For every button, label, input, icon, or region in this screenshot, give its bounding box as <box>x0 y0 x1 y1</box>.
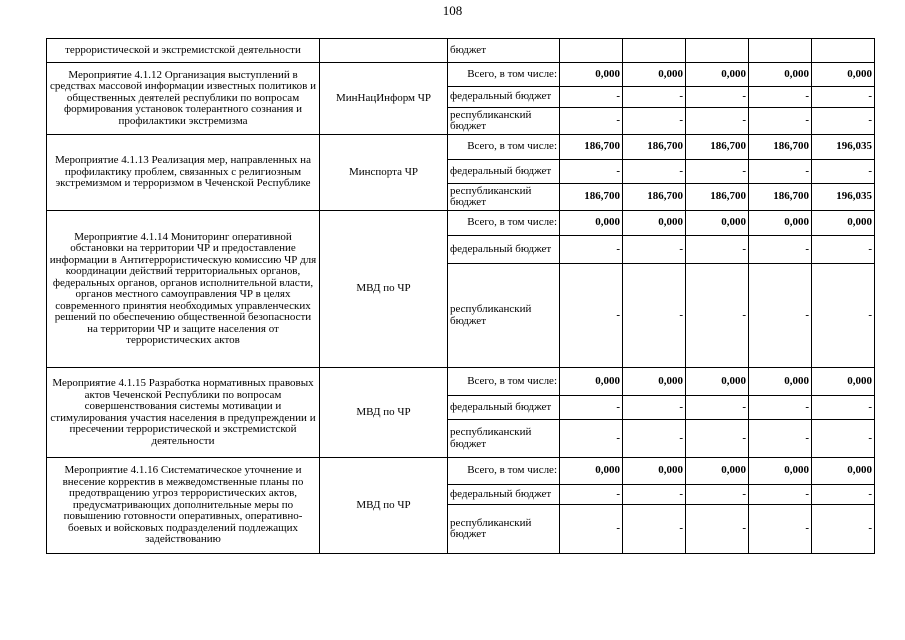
amount-cell: 186,700 <box>749 184 812 211</box>
amount-cell: - <box>749 108 812 135</box>
amount-cell: 0,000 <box>560 458 623 485</box>
funding-source-cell: республиканский бюджет <box>448 505 560 554</box>
executor-cell: МВД по ЧР <box>320 211 448 368</box>
amount-cell: 196,035 <box>812 184 875 211</box>
amount-cell: - <box>749 236 812 264</box>
amount-cell: 0,000 <box>749 368 812 396</box>
amount-cell: - <box>560 160 623 184</box>
amount-cell: 186,700 <box>623 184 686 211</box>
amount-cell <box>686 39 749 63</box>
table-row <box>47 368 875 396</box>
amount-cell: - <box>812 160 875 184</box>
amount-cell: - <box>623 87 686 108</box>
funding-source-cell: федеральный бюджет <box>448 87 560 108</box>
measure-cell: Мероприятие 4.1.13 Реализация мер, направленных на профилактику проблем, связанных с религиозным экстремизмом и терроризмом в Чеченской Республике <box>47 135 320 211</box>
amount-cell: - <box>686 236 749 264</box>
amount-cell: - <box>749 505 812 554</box>
amount-cell: 196,035 <box>812 135 875 160</box>
amount-cell: 0,000 <box>623 211 686 236</box>
amount-cell: - <box>560 87 623 108</box>
amount-cell: - <box>560 505 623 554</box>
amount-cell: - <box>749 396 812 420</box>
amount-cell: - <box>560 420 623 458</box>
amount-cell: - <box>812 108 875 135</box>
executor-cell: МВД по ЧР <box>320 368 448 458</box>
executor-cell <box>320 39 448 63</box>
amount-cell <box>749 39 812 63</box>
program-table <box>46 38 875 554</box>
amount-cell: 0,000 <box>686 458 749 485</box>
funding-source-cell: федеральный бюджет <box>448 236 560 264</box>
measure-cell: Мероприятие 4.1.16 Систематическое уточнение и внесение корректив в межведомственные планы по предотвращению угроз террористических актов, предусматривающих дополнительные меры по повышению готовности оперативных, оперативно-боевых и войсковых подразделений подлежащих задействованию <box>47 458 320 554</box>
funding-source-cell: Всего, в том числе: <box>448 368 560 396</box>
amount-cell <box>623 39 686 63</box>
amount-cell: 186,700 <box>749 135 812 160</box>
page-number: 108 <box>442 3 463 18</box>
funding-source-cell: республиканский бюджет <box>448 420 560 458</box>
amount-cell: - <box>749 87 812 108</box>
program-table-body <box>47 39 875 554</box>
amount-cell: - <box>812 505 875 554</box>
funding-source-cell: Всего, в том числе: <box>448 458 560 485</box>
table-row <box>47 458 875 485</box>
table-row <box>47 63 875 87</box>
funding-source-cell: республиканский бюджет <box>448 108 560 135</box>
amount-cell: - <box>623 160 686 184</box>
amount-cell: - <box>560 396 623 420</box>
executor-cell: Минспорта ЧР <box>320 135 448 211</box>
amount-cell: 0,000 <box>560 63 623 87</box>
funding-source-cell: Всего, в том числе: <box>448 211 560 236</box>
amount-cell: - <box>686 420 749 458</box>
funding-source-cell: федеральный бюджет <box>448 396 560 420</box>
amount-cell: - <box>623 485 686 505</box>
amount-cell: 186,700 <box>560 135 623 160</box>
amount-cell: 0,000 <box>623 368 686 396</box>
amount-cell: - <box>686 485 749 505</box>
amount-cell: - <box>686 264 749 368</box>
funding-source-cell: бюджет <box>448 39 560 63</box>
amount-cell: 0,000 <box>623 63 686 87</box>
amount-cell: - <box>812 236 875 264</box>
amount-cell: - <box>686 160 749 184</box>
amount-cell: 186,700 <box>686 184 749 211</box>
executor-cell: МинНацИнформ ЧР <box>320 63 448 135</box>
amount-cell: - <box>686 108 749 135</box>
amount-cell: - <box>812 87 875 108</box>
measure-cell: террористической и экстремистской деятельности <box>47 39 320 63</box>
amount-cell: - <box>623 396 686 420</box>
amount-cell: 0,000 <box>686 63 749 87</box>
funding-source-cell: Всего, в том числе: <box>448 63 560 87</box>
amount-cell: 0,000 <box>560 211 623 236</box>
amount-cell: 0,000 <box>749 63 812 87</box>
amount-cell: - <box>686 396 749 420</box>
amount-cell: 0,000 <box>812 63 875 87</box>
table-row <box>47 135 875 160</box>
amount-cell: 0,000 <box>812 458 875 485</box>
amount-cell: 0,000 <box>560 368 623 396</box>
amount-cell: - <box>812 396 875 420</box>
amount-cell: 0,000 <box>686 368 749 396</box>
amount-cell: 0,000 <box>812 368 875 396</box>
funding-source-cell: республиканский бюджет <box>448 264 560 368</box>
amount-cell: 186,700 <box>560 184 623 211</box>
funding-source-cell: федеральный бюджет <box>448 160 560 184</box>
amount-cell: 186,700 <box>623 135 686 160</box>
amount-cell: - <box>560 485 623 505</box>
amount-cell: - <box>812 264 875 368</box>
amount-cell: - <box>812 420 875 458</box>
amount-cell: - <box>686 87 749 108</box>
table-row <box>47 211 875 236</box>
measure-cell: Мероприятие 4.1.15 Разработка нормативных правовых актов Чеченской Республики по вопросам совершенствования системы мотивации и стимулирования участия населения в предупреждении и пресечении террористической и экстремистской деятельности <box>47 368 320 458</box>
amount-cell <box>560 39 623 63</box>
amount-cell: - <box>623 420 686 458</box>
amount-cell: 0,000 <box>749 458 812 485</box>
executor-cell: МВД по ЧР <box>320 458 448 554</box>
amount-cell: - <box>749 264 812 368</box>
amount-cell <box>812 39 875 63</box>
amount-cell: - <box>560 108 623 135</box>
amount-cell: 0,000 <box>749 211 812 236</box>
funding-source-cell: республиканский бюджет <box>448 184 560 211</box>
amount-cell: - <box>749 485 812 505</box>
measure-cell: Мероприятие 4.1.14 Мониторинг оперативной обстановки на территории ЧР и предоставление информации в Антитеррористическую комиссию ЧР для координации действий территориальных органов, федеральных органов, органов исполнительной власти, органов местного самоуправления ЧР в целях современного принятия необходимых управленческих решений по обеспечению общественной безопасности на территории ЧР и защите населения от террористических актов <box>47 211 320 368</box>
funding-source-cell: Всего, в том числе: <box>448 135 560 160</box>
amount-cell: 0,000 <box>686 211 749 236</box>
amount-cell: 186,700 <box>686 135 749 160</box>
funding-source-cell: федеральный бюджет <box>448 485 560 505</box>
amount-cell: - <box>560 236 623 264</box>
amount-cell: - <box>749 420 812 458</box>
amount-cell: - <box>623 505 686 554</box>
amount-cell: - <box>560 264 623 368</box>
amount-cell: - <box>623 236 686 264</box>
amount-cell: - <box>812 485 875 505</box>
amount-cell: - <box>749 160 812 184</box>
measure-cell: Мероприятие 4.1.12 Организация выступлений в средствах массовой информации известных политиков и общественных деятелей республики по вопросам формирования установок толерантного сознания и профилактики экстремизма <box>47 63 320 135</box>
amount-cell: 0,000 <box>812 211 875 236</box>
amount-cell: - <box>623 264 686 368</box>
table-row <box>47 39 875 63</box>
amount-cell: 0,000 <box>623 458 686 485</box>
amount-cell: - <box>623 108 686 135</box>
amount-cell: - <box>686 505 749 554</box>
